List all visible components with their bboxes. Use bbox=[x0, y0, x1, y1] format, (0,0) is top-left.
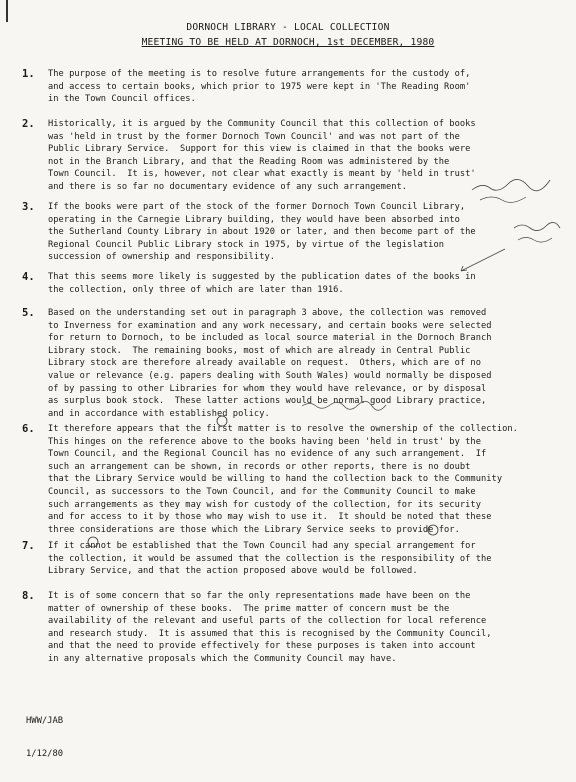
paragraph-number: 4. bbox=[22, 271, 35, 283]
document-date: 1/12/80 bbox=[26, 749, 64, 759]
paragraph-text: The purpose of the meeting is to resolve future arrangements for the custody of, and access to certain books, which prior to 1975 were kept in 'The Reading Room' in the Town Council offices. bbox=[48, 69, 471, 105]
paragraph-number: 5. bbox=[22, 307, 35, 319]
paragraph-text: It therefore appears that the first matter is to resolve the ownership of the collection. This hinges on the reference above to the books having been 'held in trust' by the Town Council, and the Regional Council has no evidence of any such arrangement. If such an arrangement can be shown, in records or other reports, there is no doubt that the Library Service would be willing to hand the collection back to the Community Council, as successors to the Town Council, and for the Community Council to make such arrangements as they may wish for custody of the collection, for its security and for access to it by those who may wish to use it. It should be noted that these three considerations are those which the Library Service seeks to provide for. bbox=[48, 424, 518, 535]
document-footer bbox=[26, 694, 63, 782]
paragraph-number: 6. bbox=[22, 423, 35, 435]
handwritten-annotation bbox=[470, 168, 570, 208]
paragraph-text: If it cannot be established that the Town Council had any special arrangement for the collection, it would be assumed that the collection is the responsibility of the Library Service, and that the action proposed above would be followed. bbox=[48, 541, 492, 577]
document-title: DORNOCH LIBRARY - LOCAL COLLECTION bbox=[186, 22, 390, 33]
paragraph-text: That this seems more likely is suggested by the publication dates of the books in the collection, only three of which are later than 1916. bbox=[48, 272, 476, 295]
paragraph-number: 8. bbox=[22, 590, 35, 602]
handwritten-arrow bbox=[455, 247, 515, 277]
paragraph-number: 1. bbox=[22, 68, 35, 80]
paragraph-number: 7. bbox=[22, 540, 35, 552]
document-subtitle: MEETING TO BE HELD AT DORNOCH, 1st DECEMBER, 1980 bbox=[141, 37, 435, 48]
circled-number-mark bbox=[426, 523, 440, 537]
paragraph-text: Based on the understanding set out in paragraph 3 above, the collection was removed to Inverness for examination and any work necessary, and certain books were selected for return to Dornoch, to be included as local source material in the Dornoch Branch Library stock. The remaining books, most of which are already in Central Public Library stock are therefore already available on request. Others, which are of no value or relevance (e.g. papers dealing with South Wales) would normally be disposed of by passing to other Libraries for whom they would have relevance, or by disposal as surplus book stock. These latter actions would be normal good Library practice, and in accordance with established policy. bbox=[48, 308, 492, 419]
paragraph-number: 2. bbox=[22, 118, 35, 130]
author-reference: HWW/JAB bbox=[26, 716, 64, 726]
circled-number-mark bbox=[215, 414, 229, 428]
handwritten-annotation bbox=[300, 398, 410, 412]
paragraph-text: If the books were part of the stock of the former Dornoch Town Council Library, operating in the Carnegie Library building, they would have been absorbed into the Sutherland County Library in about 1920 or later, and then become part of the Regional Council Public Library stock in 1975, by virtue of the legislation succession of ownership and responsibility. bbox=[48, 202, 476, 263]
paragraph-number: 3. bbox=[22, 201, 35, 213]
paragraph-text: It is of some concern that so far the only representations made have been on the matter of ownership of these books. The prime matter of concern must be the availability of the relevant and useful parts of the collection for local reference and research study. It is assumed that this is recognised by the Community Council, and that the need to provide effectively for these purposes is taken into account in any alternative proposals which the Community Council may have. bbox=[48, 591, 492, 664]
paragraph-text: Historically, it is argued by the Community Council that this collection of books was 'held in trust by the former Dornoch Town Council' and was not part of the Public Library Service. Support for this view is claimed in that the books were not in the Branch Library, and that the Reading Room was administered by the Town Council. It is, however, not clear what exactly is meant by 'held in trust' and there is so far no documentary evidence of any such arrangement. bbox=[48, 119, 476, 192]
circled-number-mark bbox=[86, 535, 100, 549]
handwritten-annotation bbox=[512, 218, 572, 248]
margin-mark bbox=[6, 0, 8, 22]
